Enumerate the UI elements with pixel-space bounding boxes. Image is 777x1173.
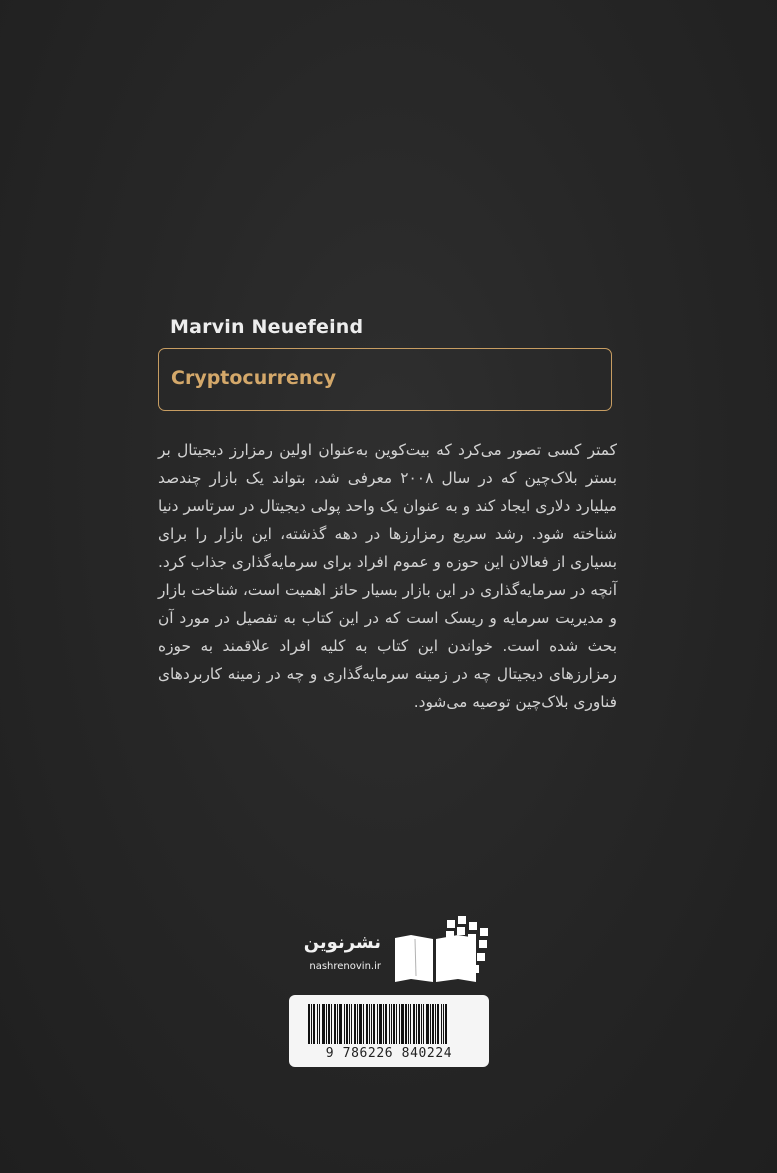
title-frame bbox=[158, 348, 612, 411]
author-name: Marvin Neuefeind bbox=[170, 316, 364, 338]
book-pixel-icon bbox=[394, 912, 492, 986]
barcode-icon bbox=[306, 1004, 472, 1044]
book-title: Cryptocurrency bbox=[171, 367, 337, 389]
book-description: کمتر کسی تصور می‌کرد که بیت‌کوین به‌عنوان اولین رمزارز دیجیتال بر بستر بلاک‌چین که در سال ۲۰۰۸ معرفی شد، بتواند یک بازار چندصد میلیارد دلاری ایجاد کند و به عنوان یک واحد پولی دیجیتال در سرتاسر دنیا شناخته شود. رشد سریع رمزارزها در دهه گذشته، این بازار را برای بسیاری از فعالان این حوزه و عموم افراد برای سرمایه‌گذاری جذاب کرد. آنچه در سرمایه‌گذاری در این بازار بسیار حائز اهمیت است، شناخت بازار و مدیریت سرمایه و ریسک است که در این کتاب به تفصیل در مورد آن بحث شده است. خواندن این کتاب به کلیه افراد علاقمند به حوزه رمزارزهای دیجیتال چه در زمینه سرمایه‌گذاری و چه در زمینه کاربردهای فناوری بلاک‌چین توصیه می‌شود. bbox=[158, 441, 617, 711]
publisher-block bbox=[296, 912, 496, 986]
barcode-sticker bbox=[289, 995, 489, 1067]
isbn-number: 9 786226 840224 bbox=[325, 1046, 453, 1061]
publisher-name: نشرنوین bbox=[303, 932, 381, 953]
publisher-url: nashrenovin.ir bbox=[309, 961, 381, 972]
